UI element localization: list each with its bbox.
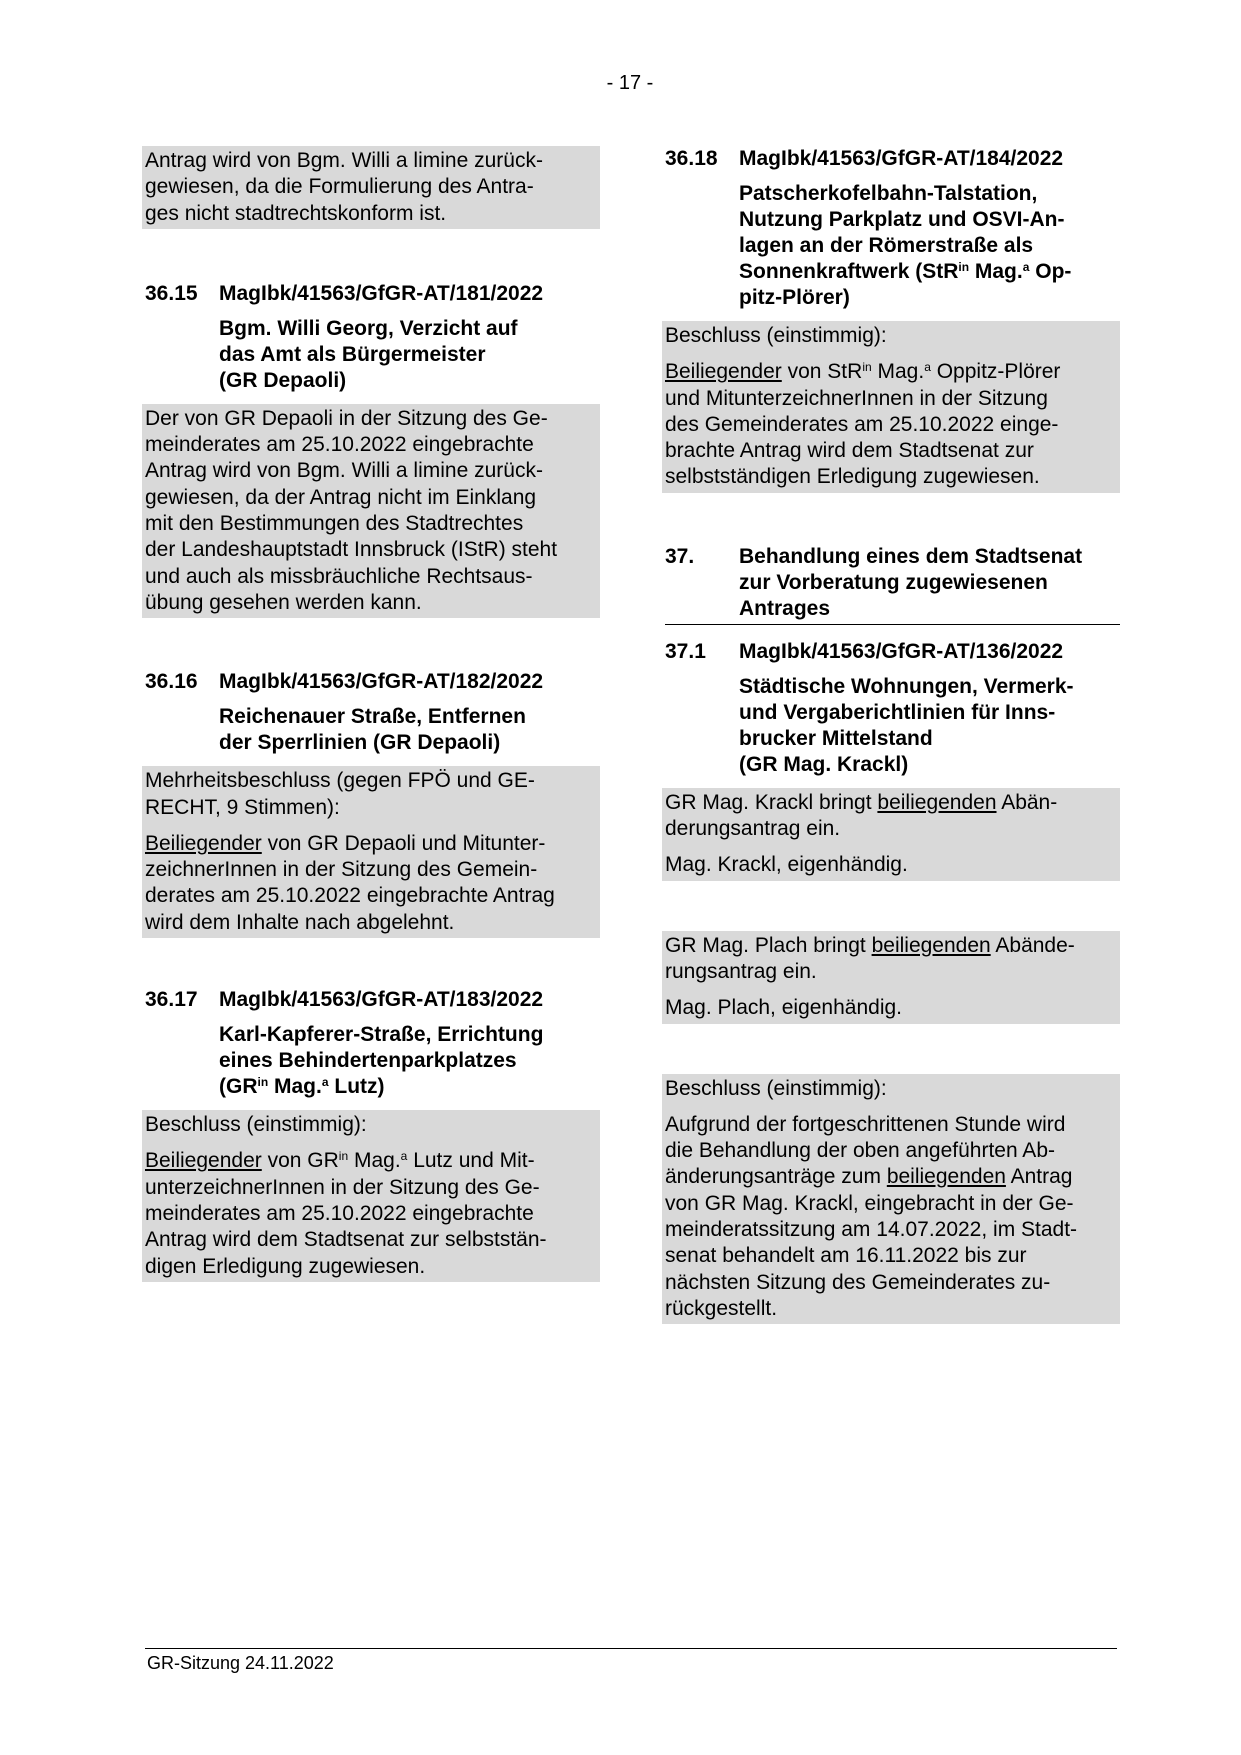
text-fragment: (GR bbox=[219, 1075, 258, 1099]
right-column bbox=[665, 146, 1120, 1324]
superscript: in bbox=[257, 1075, 269, 1090]
attachment-reference: beiliegenden bbox=[871, 933, 991, 957]
title-line: und Vergaberichtlinien für Inns- bbox=[739, 700, 1056, 724]
item-title bbox=[219, 316, 600, 394]
text-line: die Behandlung der oben angeführten Ab- bbox=[665, 1139, 1055, 1163]
title-line: das Amt als Bürgermeister bbox=[219, 342, 486, 366]
text-line: und MitunterzeichnerInnen in der Sitzung bbox=[665, 386, 1048, 410]
text-line: RECHT, 9 Stimmen): bbox=[145, 795, 340, 819]
item-reference: MagIbk/41563/GfGR-AT/184/2022 bbox=[739, 147, 1064, 170]
text-line: ges nicht stadtrechtskonform ist. bbox=[145, 201, 447, 225]
item-title bbox=[219, 1022, 600, 1100]
item-decision-block bbox=[142, 766, 600, 938]
attachment-reference: beiliegenden bbox=[886, 1165, 1006, 1189]
text-line: selbstständigen Erledigung zugewiesen. bbox=[665, 465, 1040, 489]
text-line bbox=[665, 1164, 1117, 1190]
text-line bbox=[665, 790, 1117, 816]
title-line: Karl-Kapferer-Straße, Errichtung bbox=[219, 1023, 544, 1047]
item-36-18 bbox=[665, 146, 1120, 493]
text-line: und auch als missbräuchliche Rechtsaus- bbox=[145, 564, 533, 588]
text-fragment: Sonnenkraftwerk (StR bbox=[739, 260, 959, 283]
text-line: rungsantrag ein. bbox=[665, 959, 817, 983]
text-line: derates am 25.10.2022 eingebrachte Antrag bbox=[145, 884, 555, 908]
text-fragment: von GR Depaoli und Mitunter- bbox=[261, 831, 546, 855]
text-fragment: Mag. bbox=[969, 260, 1023, 283]
signature-text: Mag. Krackl, eigenhändig. bbox=[665, 853, 908, 877]
text-line: des Gemeinderates am 25.10.2022 einge- bbox=[665, 412, 1059, 436]
title-line: (GR Depaoli) bbox=[219, 368, 347, 392]
title-line: Behandlung eines dem Stadtsenat bbox=[739, 544, 1083, 568]
text-line: gewiesen, da der Antrag nicht im Einklang bbox=[145, 485, 537, 509]
item-heading bbox=[145, 281, 600, 307]
item-heading bbox=[665, 639, 1120, 665]
item-reference: MagIbk/41563/GfGR-AT/136/2022 bbox=[739, 639, 1064, 663]
section-heading bbox=[665, 544, 1120, 625]
resolution-text bbox=[145, 1148, 597, 1279]
item-decision-block bbox=[662, 1074, 1120, 1325]
title-line: zur Vorberatung zugewiesenen bbox=[739, 570, 1048, 594]
title-line bbox=[739, 259, 1120, 285]
footer-text: GR-Sitzung 24.11.2022 bbox=[147, 1653, 334, 1673]
text-line bbox=[145, 1148, 597, 1174]
text-line: digen Erledigung zugewiesen. bbox=[145, 1254, 426, 1278]
title-line: lagen an der Römerstraße als bbox=[739, 234, 1034, 257]
text-fragment: GR Mag. Plach bringt bbox=[665, 933, 872, 957]
item-title bbox=[219, 704, 600, 756]
title-line: eines Behindertenparkplatzes bbox=[219, 1049, 517, 1073]
text-line: der Landeshauptstadt Innsbruck (IStR) steht bbox=[145, 538, 558, 562]
text-fragment: Abän- bbox=[996, 790, 1058, 814]
text-line: nächsten Sitzung des Gemeinderates zu- bbox=[665, 1270, 1051, 1294]
amendment-text bbox=[665, 790, 1117, 843]
text-line: Aufgrund der fortgeschrittenen Stunde wird bbox=[665, 1112, 1066, 1136]
title-line: brucker Mittelstand bbox=[739, 726, 933, 750]
amendment-plach-block bbox=[662, 931, 1120, 1024]
title-line: der Sperrlinien (GR Depaoli) bbox=[219, 731, 501, 755]
superscript: a bbox=[924, 360, 931, 375]
text-fragment: Antrag bbox=[1005, 1165, 1073, 1189]
text-fragment: Mag. bbox=[268, 1075, 322, 1099]
title-line: Antrages bbox=[739, 596, 831, 620]
title-line: Nutzung Parkplatz und OSVI-An- bbox=[739, 208, 1065, 231]
text-line: meinderates am 25.10.2022 eingebrachte bbox=[145, 1201, 534, 1225]
item-heading bbox=[145, 669, 600, 695]
resolution-text bbox=[145, 831, 597, 936]
footer-divider bbox=[145, 1648, 1117, 1649]
text-fragment: Op- bbox=[1029, 260, 1072, 283]
text-line: unterzeichnerInnen in der Sitzung des Ge- bbox=[145, 1175, 540, 1199]
title-line: (GR Mag. Krackl) bbox=[739, 752, 909, 776]
text-line bbox=[145, 831, 597, 857]
attachment-reference: Beiliegender bbox=[145, 831, 262, 855]
decision-text: Beschluss (einstimmig): bbox=[145, 1113, 367, 1137]
item-36-16 bbox=[145, 669, 600, 938]
superscript: a bbox=[1022, 260, 1030, 274]
title-line: Bgm. Willi Georg, Verzicht auf bbox=[219, 316, 518, 340]
text-line: mit den Bestimmungen des Stadtrechtes bbox=[145, 512, 524, 536]
superscript: a bbox=[321, 1075, 329, 1090]
text-fragment: Mag. bbox=[348, 1149, 401, 1173]
text-line: Antrag wird von Bgm. Willi a limine zurück- bbox=[145, 459, 543, 483]
text-line: rückgestellt. bbox=[665, 1296, 778, 1320]
title-line: Reichenauer Straße, Entfernen bbox=[219, 705, 526, 729]
title-line: pitz-Plörer) bbox=[739, 286, 850, 309]
text-line: derungsantrag ein. bbox=[665, 817, 841, 841]
signature-text: Mag. Plach, eigenhändig. bbox=[665, 996, 902, 1020]
superscript: in bbox=[338, 1149, 349, 1164]
item-number: 37.1 bbox=[665, 639, 706, 663]
text-fragment: von StR bbox=[781, 360, 863, 384]
item-decision-block bbox=[142, 1110, 600, 1282]
text-fragment: Lutz) bbox=[328, 1075, 385, 1099]
left-column bbox=[145, 146, 600, 1282]
item-36-15 bbox=[145, 281, 600, 618]
intro-text-block bbox=[142, 146, 600, 229]
item-heading bbox=[145, 987, 600, 1013]
item-number: 36.17 bbox=[145, 988, 198, 1012]
text-line: meinderates am 25.10.2022 eingebrachte bbox=[145, 433, 534, 457]
attachment-reference: beiliegenden bbox=[877, 790, 997, 814]
title-line: Patscherkofelbahn-Talstation, bbox=[739, 182, 1038, 205]
attachment-reference: Beiliegender bbox=[665, 360, 782, 384]
item-36-17 bbox=[145, 987, 600, 1282]
text-fragment: Oppitz-Plörer bbox=[930, 360, 1061, 384]
text-line bbox=[665, 359, 1117, 385]
decision-text: Beschluss (einstimmig): bbox=[665, 1076, 887, 1100]
title-line bbox=[219, 1074, 600, 1100]
item-title bbox=[739, 181, 1120, 311]
text-line: gewiesen, da die Formulierung des Antra- bbox=[145, 175, 534, 199]
item-decision-block bbox=[662, 321, 1120, 493]
text-fragment: änderungsanträge zum bbox=[665, 1165, 887, 1189]
item-number: 36.18 bbox=[665, 147, 718, 170]
text-line: Mehrheitsbeschluss (gegen FPÖ und GE- bbox=[145, 769, 535, 793]
superscript: a bbox=[400, 1149, 408, 1164]
text-fragment: Mag. bbox=[871, 360, 925, 384]
item-37-1 bbox=[665, 639, 1120, 1324]
attachment-reference: Beiliegender bbox=[145, 1149, 262, 1173]
decision-text bbox=[145, 768, 597, 821]
text-line: Antrag wird von Bgm. Willi a limine zurück- bbox=[145, 149, 543, 172]
text-line bbox=[665, 933, 1117, 959]
decision-text: Beschluss (einstimmig): bbox=[665, 324, 887, 347]
text-fragment: Lutz und Mit- bbox=[407, 1149, 535, 1173]
resolution-text bbox=[665, 359, 1117, 490]
text-line: brachte Antrag wird dem Stadtsenat zur bbox=[665, 439, 1034, 463]
page-number: - 17 - bbox=[606, 72, 654, 94]
item-reference: MagIbk/41563/GfGR-AT/181/2022 bbox=[219, 281, 544, 305]
text-fragment: GR Mag. Krackl bringt bbox=[665, 790, 878, 814]
resolution-text bbox=[665, 1112, 1117, 1322]
amendment-krackl-block bbox=[662, 788, 1120, 881]
text-line: übung gesehen werden kann. bbox=[145, 590, 422, 614]
title-line: Städtische Wohnungen, Vermerk- bbox=[739, 674, 1074, 698]
section-title bbox=[739, 544, 1120, 622]
item-heading bbox=[665, 146, 1120, 172]
text-line: Der von GR Depaoli in der Sitzung des Ge- bbox=[145, 406, 548, 430]
text-line: zeichnerInnen in der Sitzung des Gemein- bbox=[145, 858, 538, 882]
superscript: in bbox=[862, 360, 872, 375]
text-fragment: von GR bbox=[261, 1149, 339, 1173]
item-reference: MagIbk/41563/GfGR-AT/183/2022 bbox=[219, 988, 544, 1012]
text-line: wird dem Inhalte nach abgelehnt. bbox=[145, 910, 455, 934]
text-line: meinderatssitzung am 14.07.2022, im Stadt- bbox=[665, 1218, 1078, 1242]
text-line: senat behandelt am 16.11.2022 bis zur bbox=[665, 1244, 1027, 1268]
amendment-text bbox=[665, 933, 1117, 986]
item-title bbox=[739, 674, 1120, 778]
section-number: 37. bbox=[665, 544, 695, 568]
text-fragment: Abände- bbox=[990, 933, 1075, 957]
item-number: 36.15 bbox=[145, 281, 198, 305]
superscript: in bbox=[958, 260, 970, 274]
section-37 bbox=[665, 544, 1120, 625]
text-line: von GR Mag. Krackl, eingebracht in der Ge- bbox=[665, 1191, 1074, 1215]
item-reference: MagIbk/41563/GfGR-AT/182/2022 bbox=[219, 670, 544, 694]
text-line: Antrag wird dem Stadtsenat zur selbststän- bbox=[145, 1228, 547, 1252]
item-number: 36.16 bbox=[145, 670, 198, 694]
item-text-block bbox=[142, 404, 600, 618]
